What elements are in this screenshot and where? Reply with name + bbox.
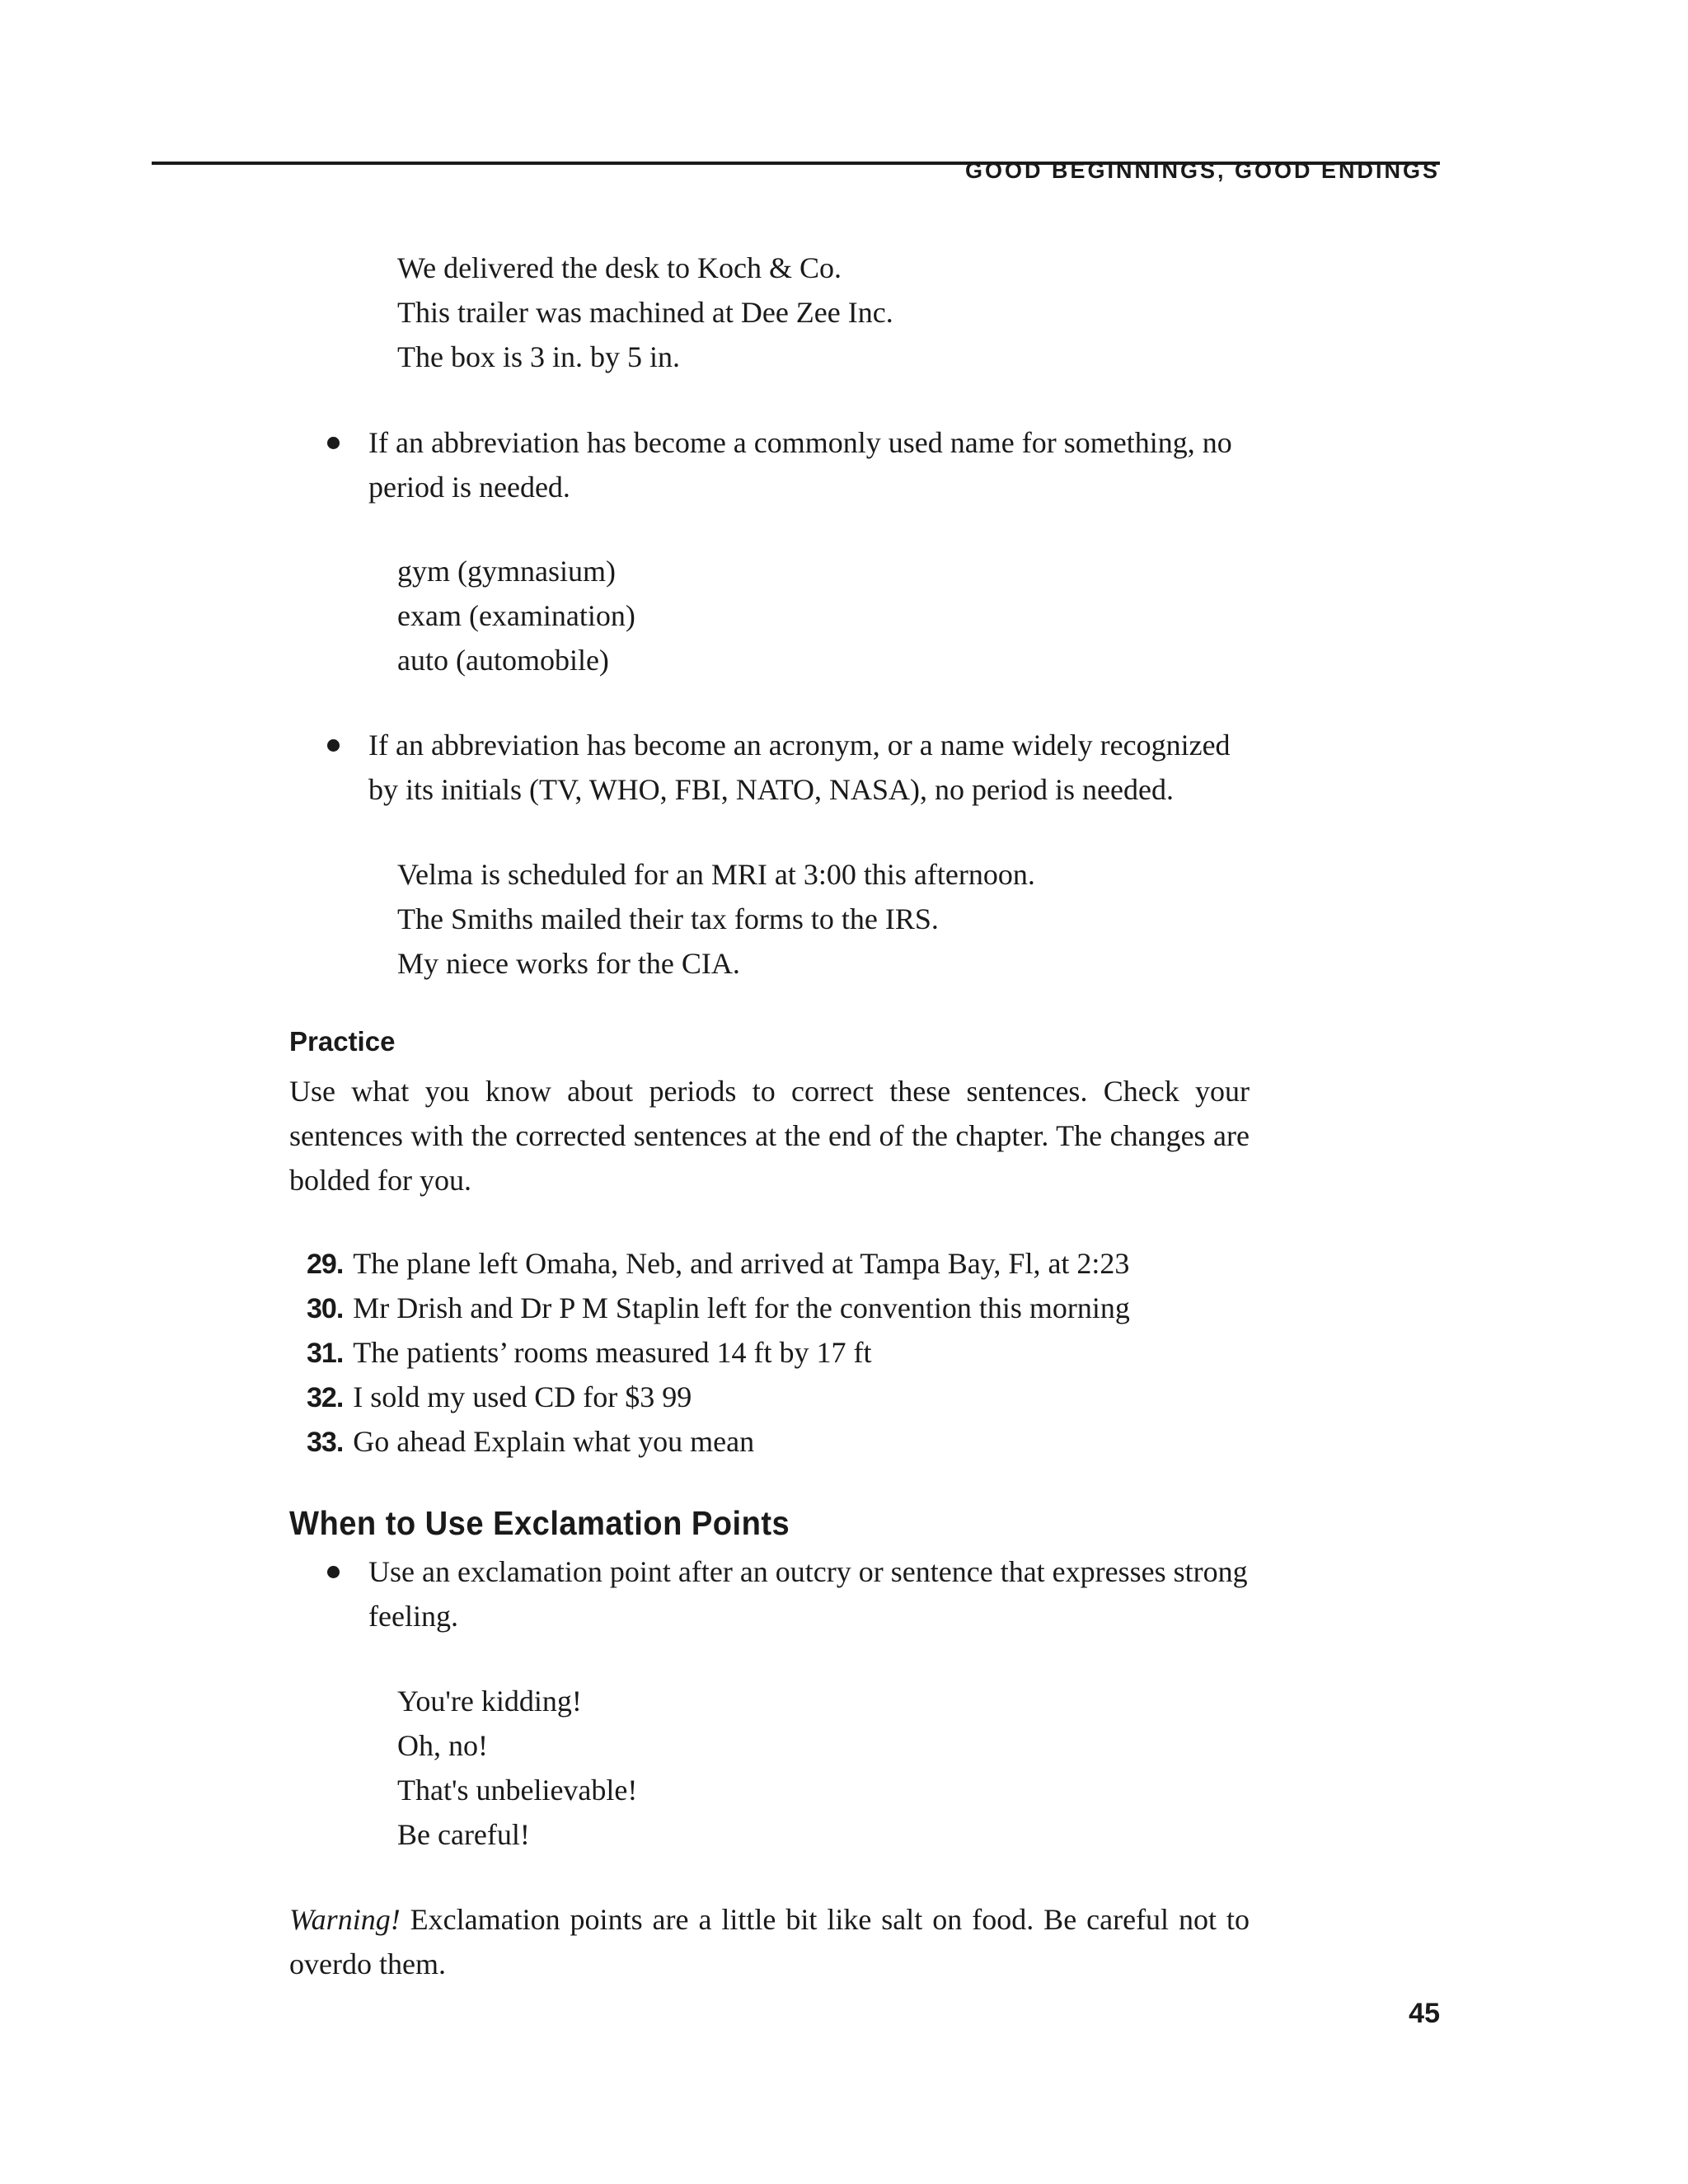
item-text: The patients’ rooms measured 14 ft by 17 ft — [353, 1336, 872, 1369]
item-text: The plane left Omaha, Neb, and arrived at Tampa Bay, Fl, at 2:23 — [353, 1247, 1130, 1280]
bullet-text: If an abbreviation has become a commonly used name for something, no period is needed. — [368, 426, 1232, 504]
warning-text: Exclamation points are a little bit like salt on food. Be careful not to overdo them. — [289, 1903, 1250, 1980]
running-title: GOOD BEGINNINGS, GOOD ENDINGS — [964, 158, 1440, 183]
practice-heading: Practice — [289, 1026, 396, 1057]
example-line: gym (gymnasium) — [397, 555, 616, 588]
item-text: I sold my used CD for $3 99 — [353, 1380, 692, 1413]
exclamation-examples — [397, 1679, 637, 1857]
example-line: exam (examination) — [397, 599, 635, 632]
abbrev-examples — [397, 246, 893, 379]
page-number: 45 — [1409, 1998, 1440, 2029]
acronym-examples — [397, 852, 1035, 986]
practice-item — [307, 1330, 1130, 1375]
item-number: 30. — [307, 1293, 344, 1324]
example-line: The Smiths mailed their tax forms to the IRS. — [397, 902, 939, 935]
bullet-icon — [327, 1566, 340, 1578]
practice-item — [307, 1241, 1130, 1286]
example-line: This trailer was machined at Dee Zee Inc. — [397, 296, 893, 329]
common-examples — [397, 549, 635, 682]
example-line: We delivered the desk to Koch & Co. — [397, 251, 842, 284]
warning-label: Warning! — [289, 1903, 401, 1936]
bullet-icon — [327, 437, 340, 449]
item-number: 29. — [307, 1249, 344, 1280]
section-heading: When to Use Exclamation Points — [289, 1504, 790, 1542]
warning-paragraph — [289, 1897, 1250, 1986]
item-number: 32. — [307, 1382, 344, 1413]
example-line: Be careful! — [397, 1818, 530, 1851]
example-line: You're kidding! — [397, 1685, 582, 1718]
example-line: Oh, no! — [397, 1729, 488, 1762]
example-line: auto (automobile) — [397, 644, 609, 677]
practice-item — [307, 1375, 1130, 1419]
example-line: That's unbelievable! — [397, 1774, 638, 1807]
item-text: Mr Drish and Dr P M Staplin left for the convention this morning — [353, 1291, 1130, 1324]
practice-list — [307, 1241, 1130, 1464]
practice-instructions: Use what you know about periods to correct these sentences. Check your sentences with the corrected sentences at the end of the chapter. The changes are bolded for you. — [289, 1075, 1250, 1197]
bullet-text: Use an exclamation point after an outcry or sentence that expresses strong feeling. — [368, 1555, 1248, 1633]
practice-item — [307, 1286, 1130, 1330]
item-number: 33. — [307, 1427, 344, 1458]
bullet-text: If an abbreviation has become an acronym, or a name widely recognized by its initials (TV, WHO, FBI, NATO, NASA), no period is needed. — [368, 729, 1231, 806]
example-line: The box is 3 in. by 5 in. — [397, 340, 680, 373]
practice-item — [307, 1419, 1130, 1464]
item-text: Go ahead Explain what you mean — [353, 1425, 755, 1458]
bullet-icon — [327, 739, 340, 752]
running-header — [152, 158, 1440, 183]
example-line: My niece works for the CIA. — [397, 947, 740, 980]
example-line: Velma is scheduled for an MRI at 3:00 this afternoon. — [397, 858, 1035, 891]
item-number: 31. — [307, 1338, 344, 1369]
